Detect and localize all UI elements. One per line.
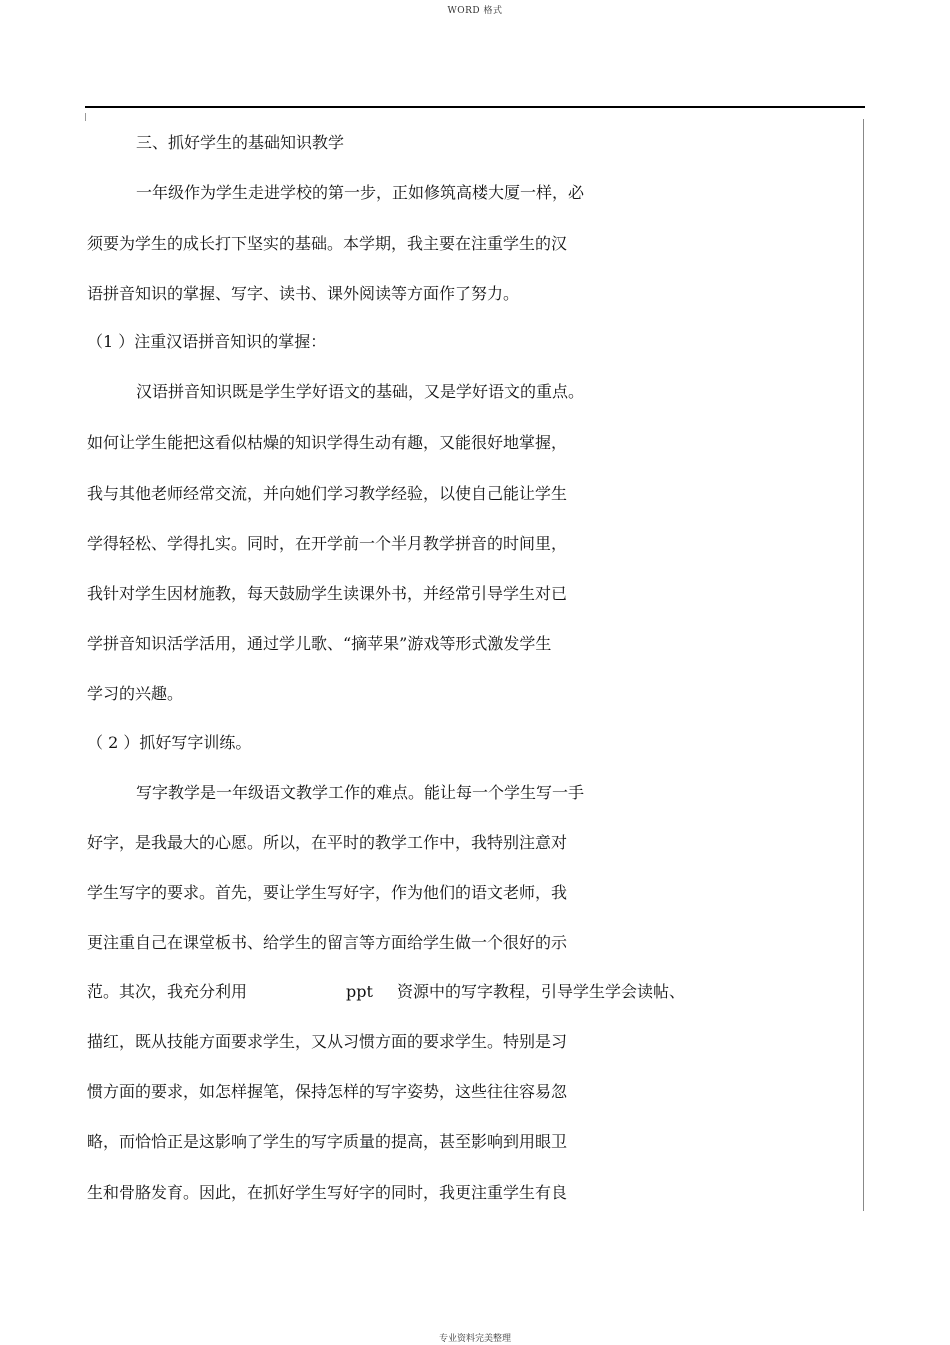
section-heading: 三、抓好学生的基础知识教学 xyxy=(136,133,345,152)
paragraph-line: 好字，是我最大的心愿。所以，在平时的教学工作中，我特别注意对 xyxy=(87,833,568,852)
paragraph-line: 我针对学生因材施教，每天鼓励学生读课外书，并经常引导学生对已 xyxy=(87,584,568,603)
paragraph-line: 汉语拼音知识既是学生学好语文的基础，又是学好语文的重点。 xyxy=(136,382,585,401)
paragraph-line: 语拼音知识的掌握、写字、读书、课外阅读等方面作了努力。 xyxy=(87,284,520,303)
paragraph-line: 须要为学生的成长打下坚实的基础。本学期，我主要在注重学生的汉 xyxy=(87,234,568,253)
subsection-heading: （ 2 ）抓好写字训练。 xyxy=(87,733,252,752)
paragraph-line: 学得轻松、学得扎实。同时，在开学前一个半月教学拼音的时间里， xyxy=(87,534,568,553)
right-margin-rule xyxy=(863,119,864,1211)
left-margin-tick xyxy=(85,113,86,121)
paragraph-line: 范。其次，我充分利用 xyxy=(87,982,248,1001)
page-header: WORD 格式 xyxy=(447,6,503,16)
paragraph-line: 如何让学生能把这看似枯燥的知识学得生动有趣，又能很好地掌握， xyxy=(87,433,568,452)
subsection-heading: （1 ）注重汉语拼音知识的掌握： xyxy=(87,332,327,351)
paragraph-line: 略，而恰恰正是这影响了学生的写字质量的提高，甚至影响到用眼卫 xyxy=(87,1132,568,1151)
paragraph-line: 写字教学是一年级语文教学工作的难点。能让每一个学生写一手 xyxy=(136,783,585,802)
paragraph-line: 一年级作为学生走进学校的第一步，正如修筑高楼大厦一样，必 xyxy=(136,183,585,202)
paragraph-line: 惯方面的要求，如怎样握笔，保持怎样的写字姿势，这些往往容易忽 xyxy=(87,1082,568,1101)
paragraph-line: 更注重自己在课堂板书、给学生的留言等方面给学生做一个很好的示 xyxy=(87,933,568,952)
paragraph-word: ppt xyxy=(346,982,373,1001)
paragraph-line: 学生写字的要求。首先，要让学生写好字，作为他们的语文老师，我 xyxy=(87,883,568,902)
paragraph-line: 描红，既从技能方面要求学生，又从习惯方面的要求学生。特别是习 xyxy=(87,1032,568,1051)
header-rule xyxy=(85,106,865,108)
paragraph-line: 我与其他老师经常交流，并向她们学习教学经验，以使自己能让学生 xyxy=(87,484,568,503)
paragraph-line: 学拼音知识活学活用，通过学儿歌、“摘苹果”游戏等形式激发学生 xyxy=(87,634,552,653)
paragraph-line: 生和骨胳发育。因此，在抓好学生写好字的同时，我更注重学生有良 xyxy=(87,1183,568,1202)
paragraph-line: 资源中的写字教程，引导学生学会读帖、 xyxy=(397,982,686,1001)
paragraph-line: 学习的兴趣。 xyxy=(87,684,184,703)
page-footer: 专业资料完美整理 xyxy=(438,1334,511,1344)
